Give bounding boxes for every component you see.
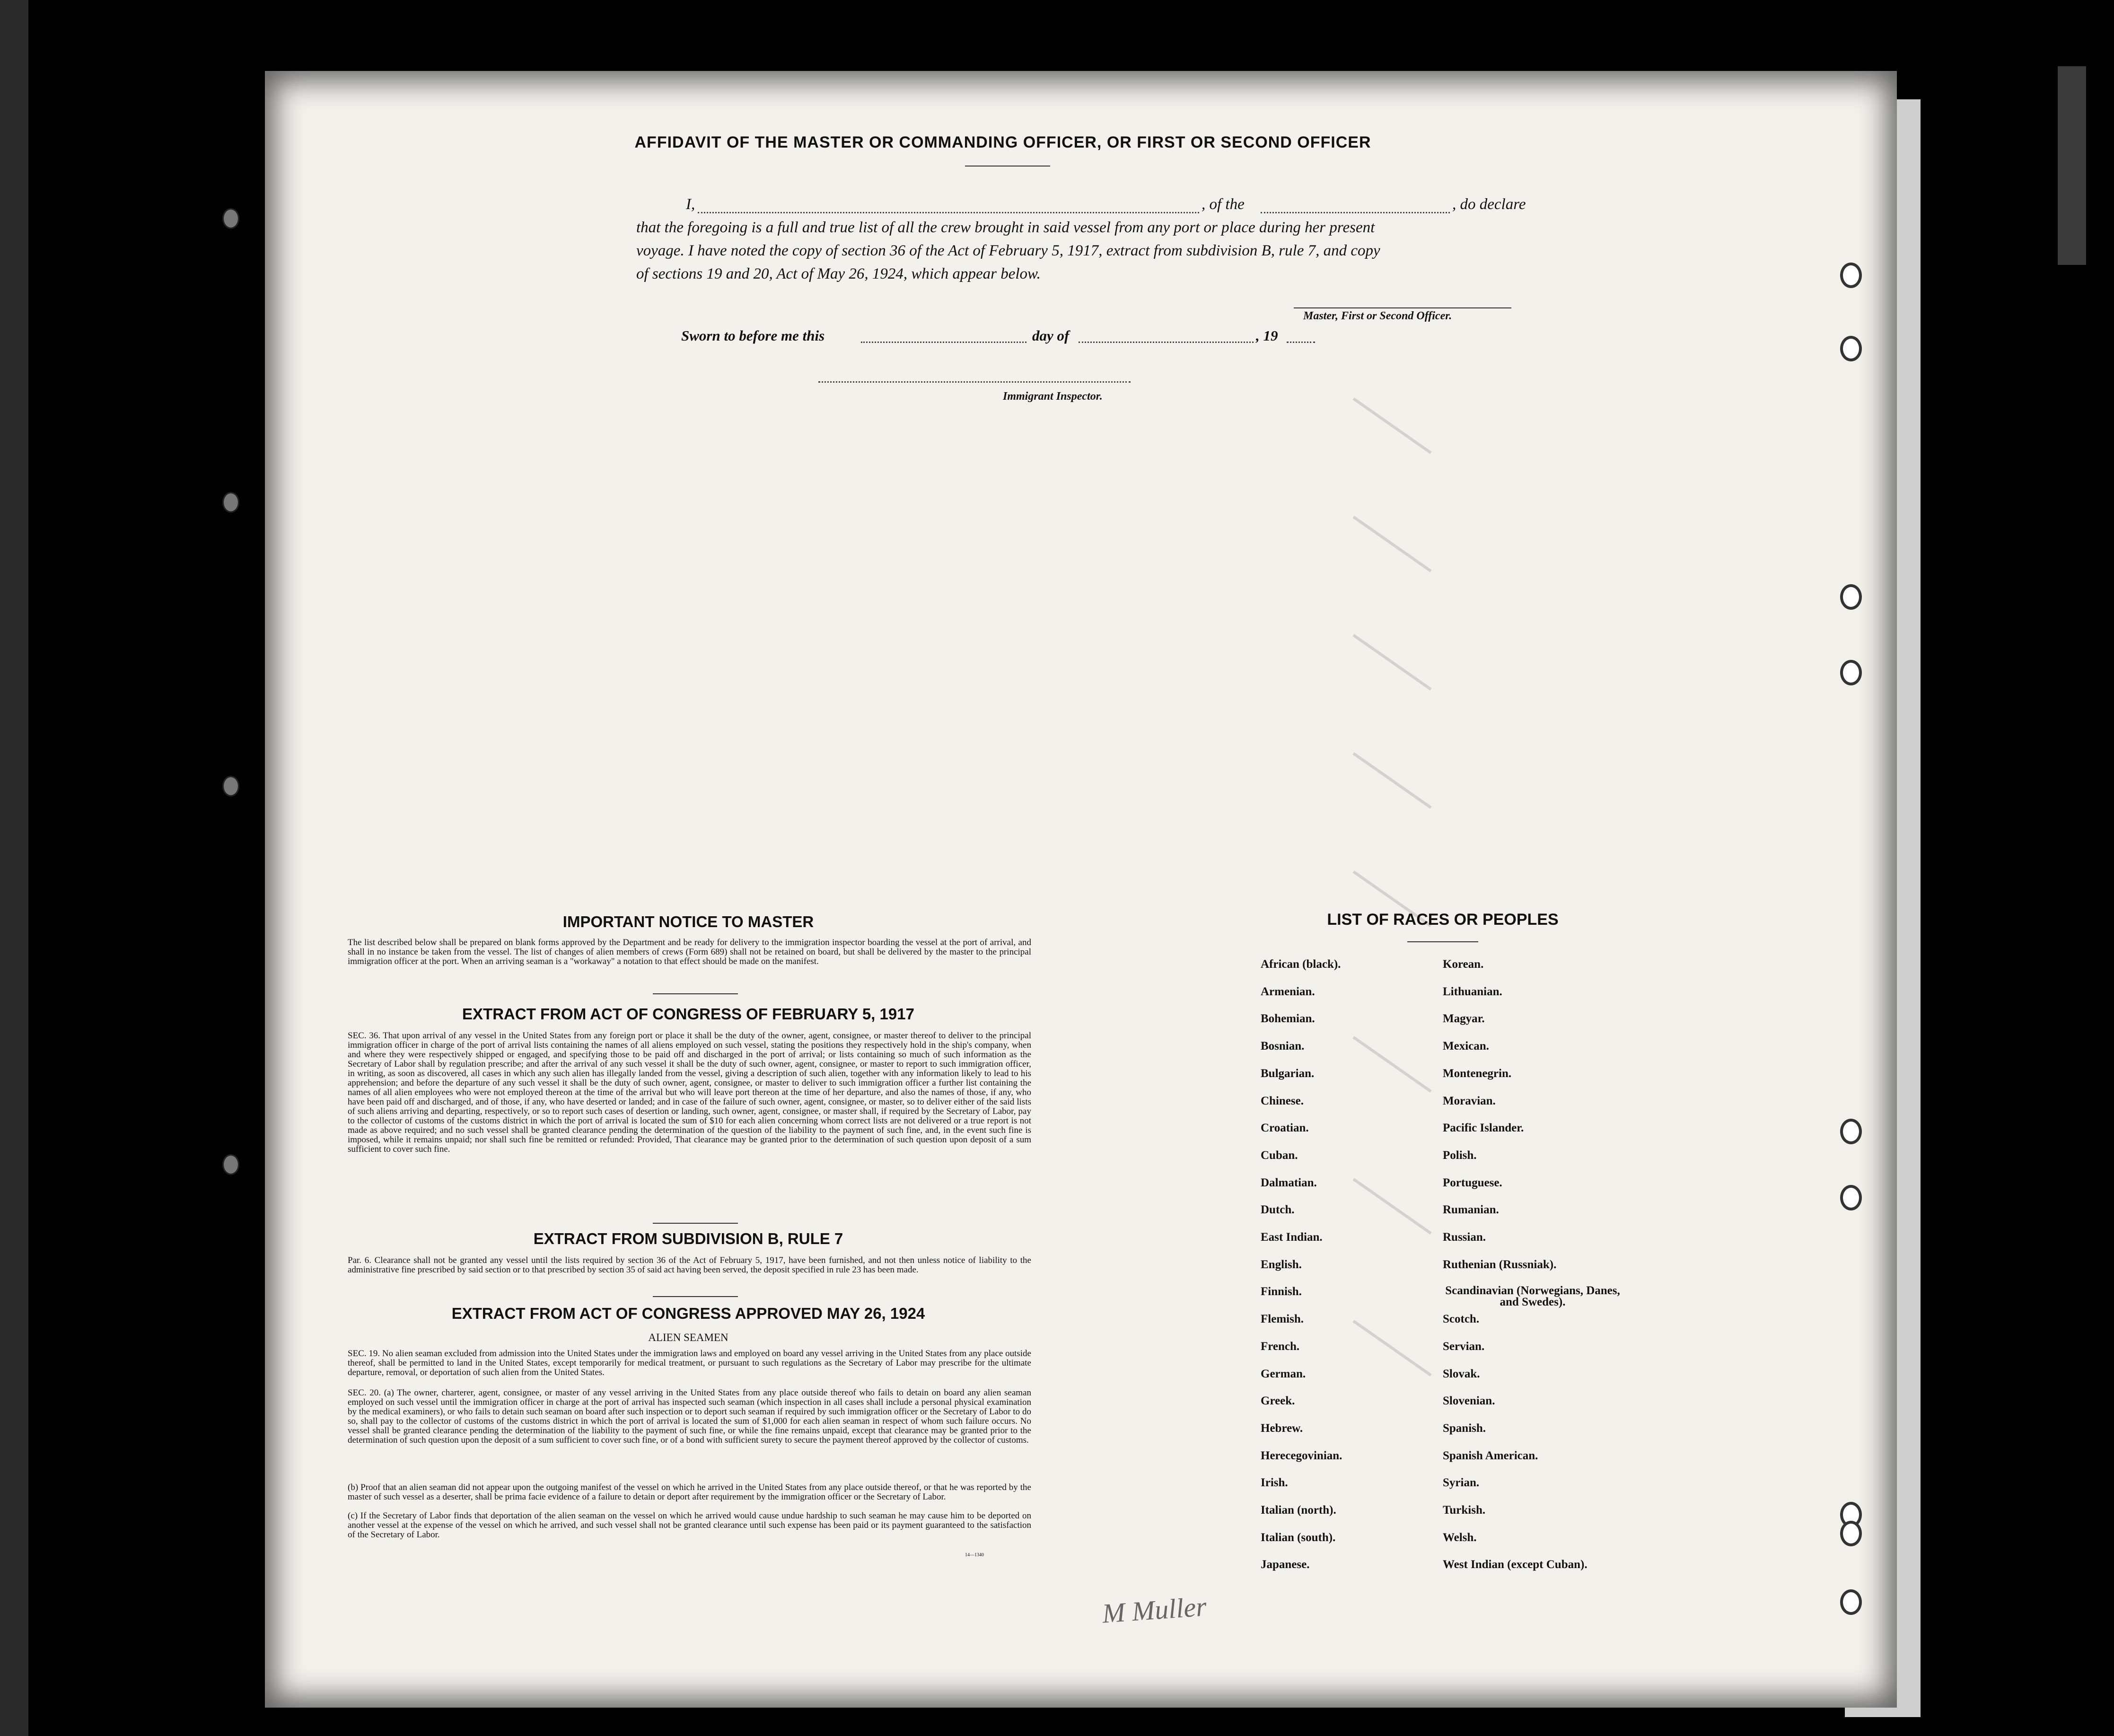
- races-title: LIST OF RACES OR PEOPLES: [1327, 911, 1559, 929]
- signature-line: [1294, 307, 1511, 308]
- race-item: Servian.: [1443, 1340, 1485, 1353]
- races-underline: [1407, 941, 1478, 942]
- bleed-through-mark: [1352, 516, 1431, 572]
- sworn-day-field[interactable]: [861, 342, 1026, 343]
- race-item: Cuban.: [1261, 1149, 1298, 1162]
- race-item: Slovenian.: [1443, 1394, 1495, 1408]
- race-item: Bulgarian.: [1261, 1067, 1315, 1080]
- year-field[interactable]: [1287, 342, 1315, 343]
- race-item: Slovak.: [1443, 1367, 1480, 1380]
- race-item: West Indian (except Cuban).: [1443, 1558, 1588, 1571]
- bleed-through-mark: [1352, 634, 1431, 691]
- day-of-text: day of: [1032, 327, 1070, 344]
- rule7-title: EXTRACT FROM SUBDIVISION B, RULE 7: [533, 1230, 843, 1247]
- declaration-declare: , do declare: [1452, 196, 1526, 213]
- declaration-line-3: voyage. I have noted the copy of section 36 of the Act of February 5, 1917, extract from subdivision B, rule 7, and copy: [636, 242, 1380, 259]
- binder-hole: [1840, 584, 1862, 610]
- race-item: Welsh.: [1443, 1531, 1477, 1544]
- signature-label: Master, First or Second Officer.: [1303, 310, 1452, 322]
- divider: [653, 1223, 738, 1224]
- extract-1917-text: SEC. 36. That upon arrival of any vessel in the United States from any foreign port or place it shall be the duty of the owner, agent, consignee, or master thereof to deliver to the principal immigration officer in charge of the port of arrival lists containing the names of all aliens employed on such vessel, stating the positions they respectively hold in the ship's company, when and where they were respectively shipped or engaged, and specifying those to be paid off and discharged in the port of arrival; or lists containing so much of such information as the Secretary of Labor shall by regulation prescribe; and after the arrival of any such vessel it shall be the duty of such owner, agent, consignee, or master to report to such immigration officer, in writing, as soon as discovered, all cases in which any such alien has illegally landed from the vessel, giving a description of such alien, together with any information likely to lead to his apprehension; and before the departure of any such vessel it shall be the duty of such owner, agent, consignee, or master to deliver to such immigration officer a further list containing the names of all alien employees who were not employed thereon at the time of the arrival but who will leave port thereon at the time of her departure, and also the names of those, if any, who have been paid off and discharged, and of those, if any, who have deserted or landed; and in case of the failure of such owner, agent, consignee, or master, so to deliver either of the said lists of such aliens arriving and departing, respectively, or so to report such cases of desertion or landing, such owner, agent, consignee, or master shall, if required by the Secretary of Labor, pay to the collector of customs of the customs district in which the port of arrival is located the sum of $10 for each alien concerning whom correct lists are not delivered or a true report is not made as above required; and no such vessel shall be granted clearance pending the determination of the question of the liability to the payment of such fine, and, in the event such fine is imposed, while it remains unpaid; nor shall such fine be remitted or refunded: Provided, That clearance may be granted prior to the determination of such question upon deposit of a sum sufficient to cover such fine.: [348, 1031, 1031, 1154]
- sec20a-text: SEC. 20. (a) The owner, charterer, agent, consignee, or master of any vessel arriving in the United States from any place outside thereof who fails to detain on board any alien seaman employed on such vessel until the immigration officer in charge at the port of arrival has inspected such seaman (which inspection in all cases shall include a personal physical examination by the medical examiners), or who fails to detain such seaman on board after such inspection or to deport such seaman if required by such immigration officer or the Secretary of Labor to do so, shall pay to the collector of customs of the customs district in which the port of arrival is located the sum of $1,000 for each alien seaman in respect of whom such failure occurs. No vessel shall be granted clearance pending the determination of the liability to the payment of such fine, or while the fine remains unpaid, except that clearance may be granted prior to the determination of such question upon the deposit of a sum sufficient to cover such fine, or of a bond with sufficient surety to secure the payment thereof approved by the collector of customs.: [348, 1388, 1031, 1445]
- rule7-text: Par. 6. Clearance shall not be granted any vessel until the lists required by section 36 of the Act of February 5, 1917, have been furnished, and not then unless notice of liability to the administrative fine prescribed by said section or to that prescribed by section 35 of said act having been served, the deposit specified in rule 23 has been made.: [348, 1255, 1031, 1275]
- declaration-line-2: that the foregoing is a full and true list of all the crew brought in said vessel from any port or place during her present: [636, 219, 1375, 236]
- race-item: Dutch.: [1261, 1203, 1295, 1217]
- race-item: Turkish.: [1443, 1504, 1486, 1517]
- race-item: English.: [1261, 1258, 1302, 1271]
- inspector-label: Immigrant Inspector.: [1003, 390, 1103, 403]
- race-item: Mexican.: [1443, 1040, 1489, 1053]
- race-item: Montenegrin.: [1443, 1067, 1512, 1080]
- race-item: Finnish.: [1261, 1285, 1302, 1298]
- sworn-text: Sworn to before me this: [681, 327, 825, 344]
- declaration-of-the: , of the: [1202, 196, 1245, 213]
- race-item: Spanish.: [1443, 1421, 1486, 1435]
- race-item: Ruthenian (Russniak).: [1443, 1258, 1557, 1271]
- binder-hole: [1840, 1589, 1862, 1615]
- document-page: [265, 71, 1897, 1708]
- bleed-through-mark: [1352, 752, 1431, 809]
- race-item: German.: [1261, 1367, 1306, 1380]
- film-hole: [222, 492, 239, 513]
- extract-1924-title: EXTRACT FROM ACT OF CONGRESS APPROVED MAY 26, 1924: [451, 1305, 925, 1322]
- declaration-text: [636, 193, 1540, 286]
- race-item: Japanese.: [1261, 1558, 1310, 1571]
- sec19-text: SEC. 19. No alien seaman excluded from admission into the United States under the immigration laws and employed on board any vessel arriving in the United States from any place outside thereof, shall be permitted to land in the United States, except temporarily for medical treatment, or pursuant to such regulations as the Secretary of Labor may prescribe for the ultimate departure, removal, or deportation of such alien from the United States.: [348, 1349, 1031, 1377]
- race-item: Korean.: [1443, 958, 1484, 971]
- declaration-line-4: of sections 19 and 20, Act of May 26, 1924, which appear below.: [636, 265, 1041, 282]
- divider: [653, 993, 738, 994]
- race-item: French.: [1261, 1340, 1300, 1353]
- bleed-through-mark: [1352, 397, 1431, 454]
- affidavit-title: AFFIDAVIT OF THE MASTER OR COMMANDING OFFICER, OR FIRST OR SECOND OFFICER: [634, 133, 1371, 151]
- bleed-through-mark: [1352, 1036, 1431, 1093]
- form-number: 14—1340: [965, 1552, 984, 1558]
- binder-hole: [1840, 1119, 1862, 1144]
- film-hole: [222, 1154, 239, 1175]
- binder-hole: [1840, 336, 1862, 361]
- bleed-through-mark: [1352, 1178, 1431, 1235]
- bleed-through-mark: [1352, 1320, 1431, 1377]
- declaration-i: I,: [686, 196, 695, 213]
- extract-1917-title: EXTRACT FROM ACT OF CONGRESS OF FEBRUARY 5, 1917: [462, 1005, 914, 1023]
- vessel-field[interactable]: [1261, 212, 1450, 213]
- race-item: Portuguese.: [1443, 1176, 1502, 1189]
- race-item: Spanish American.: [1443, 1449, 1538, 1462]
- race-item: East Indian.: [1261, 1231, 1323, 1244]
- handwritten-annotation: M Muller: [1101, 1591, 1208, 1629]
- alien-seamen-subtitle: ALIEN SEAMEN: [648, 1332, 728, 1343]
- race-item: Moravian.: [1443, 1094, 1496, 1107]
- race-item: Rumanian.: [1443, 1203, 1499, 1217]
- race-item: Magyar.: [1443, 1012, 1485, 1026]
- race-item: Russian.: [1443, 1231, 1486, 1244]
- sec20b-text: (b) Proof that an alien seaman did not appear upon the outgoing manifest of the vessel on which he arrived in the United States from any place outside thereof, or that he was reported by the master of such vessel as a deserter, shall be prima facie evidence of a failure to detain or deport after requirement by the immigration officer or the Secretary of Labor.: [348, 1482, 1031, 1502]
- race-item: Flemish.: [1261, 1313, 1304, 1326]
- race-item: Bosnian.: [1261, 1040, 1305, 1053]
- inspector-signature-line: [818, 381, 1131, 383]
- race-item: Hebrew.: [1261, 1421, 1303, 1435]
- race-item: Irish.: [1261, 1476, 1288, 1490]
- binder-hole: [1840, 1185, 1862, 1210]
- race-item: Syrian.: [1443, 1476, 1480, 1490]
- film-strip-right: [2058, 66, 2086, 265]
- race-item: Croatian.: [1261, 1122, 1309, 1135]
- notice-text: The list described below shall be prepared on blank forms approved by the Department and be ready for delivery to the immigration inspector boarding the vessel at the port of arrival, and shall in no instance be taken from the vessel. The list of changes of alien members of crews (Form 689) shall not be retained on board, but shall be delivered by the master to the principal immigration officer at the port. When an arriving seaman is a "workaway" a notation to that effect should be made on the manifest.: [348, 938, 1031, 966]
- notice-title: IMPORTANT NOTICE TO MASTER: [562, 913, 814, 930]
- race-item: Armenian.: [1261, 985, 1315, 998]
- month-field[interactable]: [1079, 342, 1254, 343]
- film-hole: [222, 208, 239, 229]
- race-item: Italian (north).: [1261, 1504, 1336, 1517]
- race-item: Herecegovinian.: [1261, 1449, 1342, 1462]
- race-item: Scandinavian (Norwegians, Danes, and Swedes).: [1445, 1284, 1620, 1309]
- film-strip-left: [0, 0, 28, 1736]
- race-item: Scotch.: [1443, 1313, 1480, 1326]
- binder-hole: [1840, 660, 1862, 685]
- race-item: Italian (south).: [1261, 1531, 1336, 1544]
- race-item: African (black).: [1261, 958, 1341, 971]
- title-underline: [965, 166, 1050, 167]
- film-hole: [222, 776, 239, 797]
- race-item: Chinese.: [1261, 1094, 1304, 1107]
- race-item: Pacific Islander.: [1443, 1122, 1524, 1135]
- name-field[interactable]: [698, 212, 1199, 213]
- race-item: Lithuanian.: [1443, 985, 1502, 998]
- binder-hole: [1840, 263, 1862, 288]
- race-item: Bohemian.: [1261, 1012, 1315, 1026]
- race-item: Greek.: [1261, 1394, 1295, 1408]
- binder-hole: [1840, 1521, 1862, 1546]
- year-prefix: , 19: [1256, 327, 1278, 344]
- divider: [653, 1296, 738, 1297]
- race-item: Dalmatian.: [1261, 1176, 1317, 1189]
- race-item: Polish.: [1443, 1149, 1477, 1162]
- sec20c-text: (c) If the Secretary of Labor finds that deportation of the alien seaman on the vessel on which he arrived would cause undue hardship to such seaman he may cause him to be deported on another vessel at the expense of the vessel on which he arrived, and such vessel shall not be granted clearance until such expense has been paid or its payment guaranteed to the satisfaction of the Secretary of Labor.: [348, 1511, 1031, 1540]
